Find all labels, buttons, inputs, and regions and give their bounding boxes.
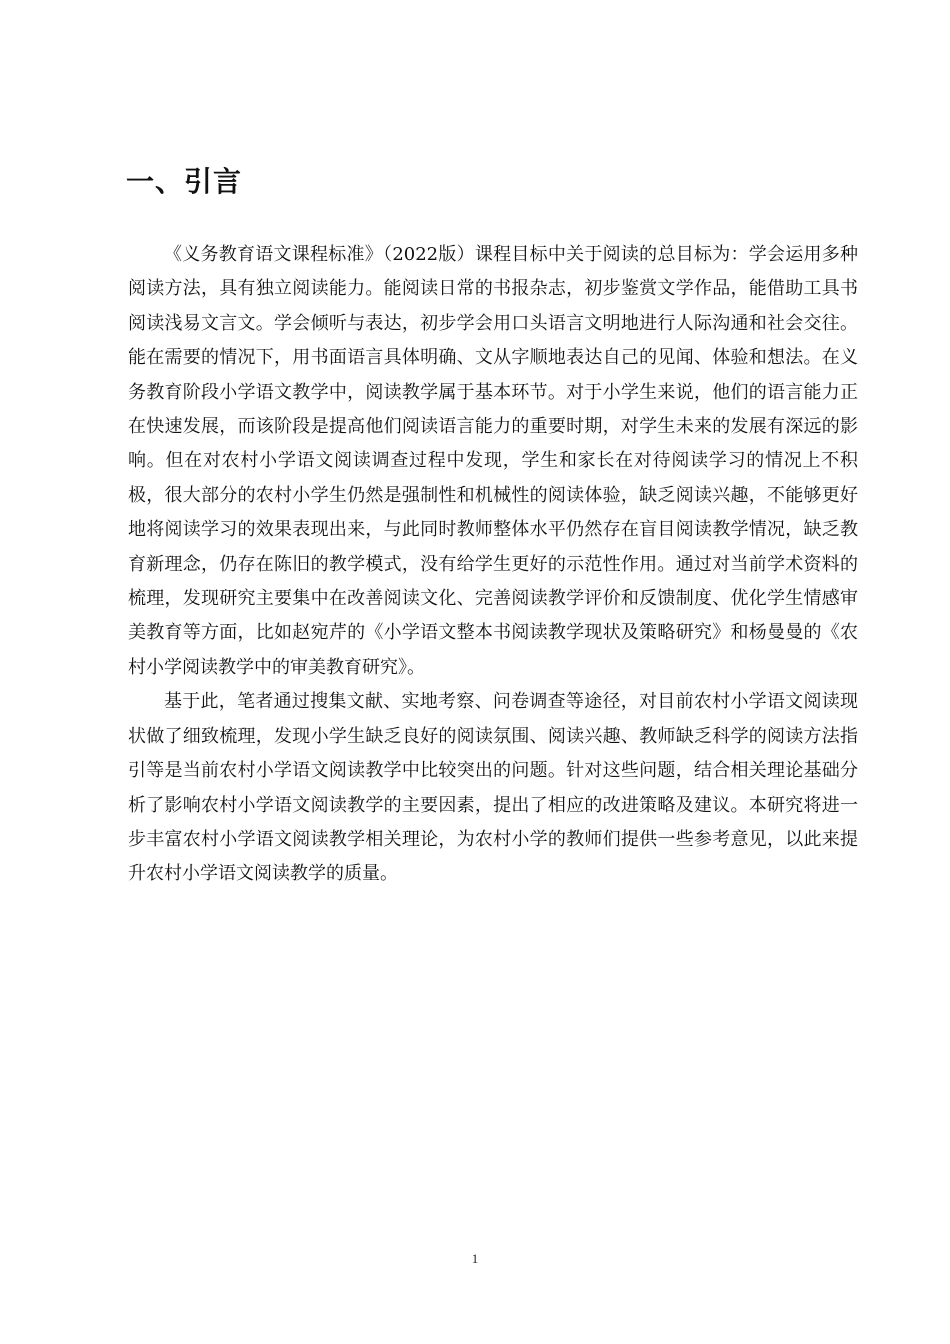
body-text bbox=[128, 238, 858, 892]
page-number: 1 bbox=[471, 1251, 479, 1266]
paragraph-1: 《义务教育语文课程标准》（2022版）课程目标中关于阅读的总目标为：学会运用多种阅读方法，具有独立阅读能力。能阅读日常的书报杂志，初步鉴赏文学作品，能借助工具书阅读浅易文言文。学会倾听与表达，初步学会用口头语言文明地进行人际沟通和社会交往。能在需要的情况下，用书面语言具体明确、文从字顺地表达自己的见闻、体验和想法。在义务教育阶段小学语文教学中，阅读教学属于基本环节。对于小学生来说，他们的语言能力正在快速发展，而该阶段是提高他们阅读语言能力的重要时期，对学生未来的发展有深远的影响。但在对农村小学语文阅读调查过程中发现，学生和家长在对待阅读学习的情况上不积极，很大部分的农村小学生仍然是强制性和机械性的阅读体验，缺乏阅读兴趣，不能够更好地将阅读学习的效果表现出来，与此同时教师整体水平仍然存在盲目阅读教学情况，缺乏教育新理念，仍存在陈旧的教学模式，没有给学生更好的示范性作用。通过对当前学术资料的梳理，发现研究主要集中在改善阅读文化、完善阅读教学评价和反馈制度、优化学生情感审美教育等方面，比如赵宛芹的《小学语文整本书阅读教学现状及策略研究》和杨曼曼的《农村小学阅读教学中的审美教育研究》。 bbox=[128, 244, 858, 678]
paragraph-2: 基于此，笔者通过搜集文献、实地考察、问卷调查等途径，对目前农村小学语文阅读现状做了细致梳理，发现小学生缺乏良好的阅读氛围、阅读兴趣、教师缺乏科学的阅读方法指引等是当前农村小学语文阅读教学中比较突出的问题。针对这些问题，结合相关理论基础分析了影响农村小学语文阅读教学的主要因素，提出了相应的改进策略及建议。本研究将进一步丰富农村小学语文阅读教学相关理论，为农村小学的教师们提供一些参考意见，以此来提升农村小学语文阅读教学的质量。 bbox=[128, 691, 858, 885]
section-heading: 一、引言 bbox=[126, 165, 243, 198]
